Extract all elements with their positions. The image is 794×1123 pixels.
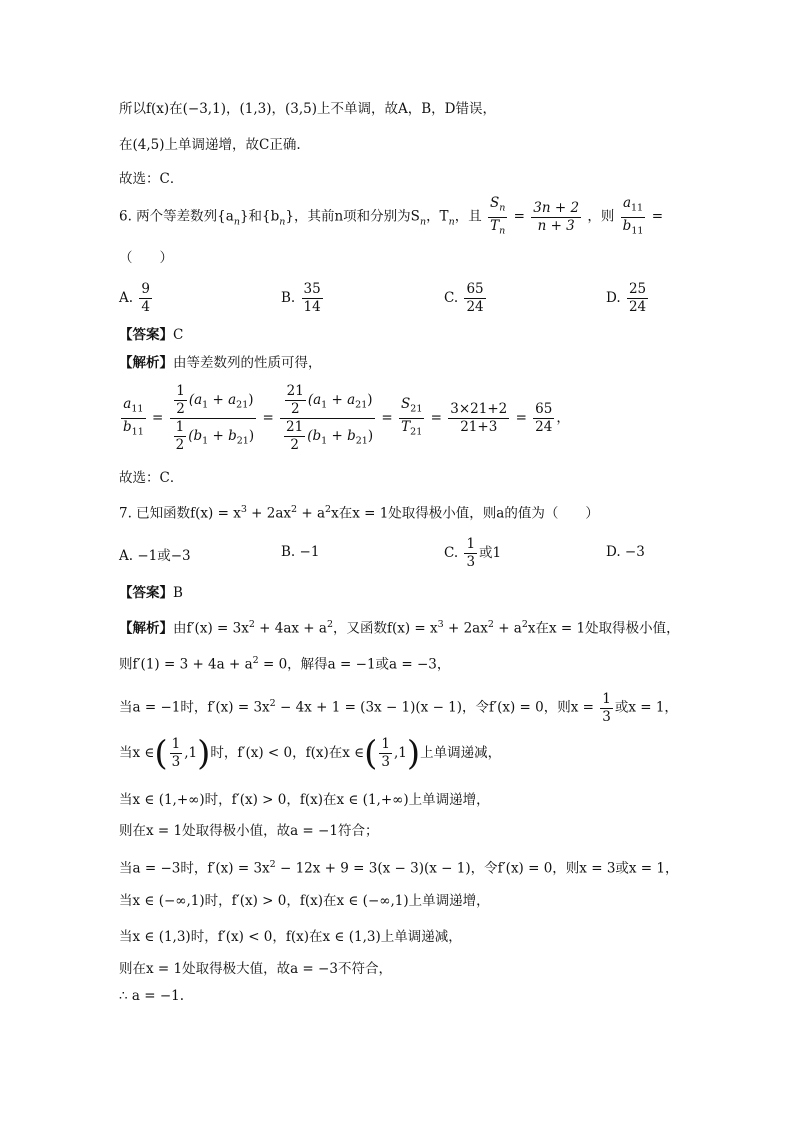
q6-option-b: B. $\frac{35}{14}$ — [281, 281, 321, 315]
q6-equation: $\frac{a_{11}}{b_{11}}$ = $\frac{1}{2}$ $(a_1 + a_{21})$ $\frac{1}{2}$ $(b_1 + b_{21})$ = $\frac{21}{2}$ $(a_1 + a_{21})$ $\frac{21}{2}$ $(b_1 + b_{21})$ = $\frac{S_{21}}{T_{21}}$ = $\frac{3\times 21+2}{21+3}$ = $\frac{65}{24}$ ， — [123, 383, 570, 453]
line-increasing-interval: 在(4,5)上单调递增，故C正确. — [119, 137, 301, 153]
q6-analysis: 【解析】由等差数列的性质可得， — [119, 355, 322, 371]
line-choose-c: 故选：C． — [119, 171, 184, 187]
question-7-stem: 7. 已知函数$f(x) = x^3 + 2ax^2 + a^2x$在x = 1处取得极小值，则a的值为（ ） — [119, 504, 599, 522]
q6-option-c: C. $\frac{65}{24}$ — [444, 281, 484, 315]
ratio-fraction-st: $\frac{S_n}{T_n}$ — [490, 195, 506, 237]
q6-option-d: D. $\frac{25}{24}$ — [606, 281, 647, 315]
q7-option-a: A. −1或−3 — [119, 548, 191, 564]
q7-analysis-line-8: 当x ∈ (−∞,1)时，f′(x) > 0，f(x)在x ∈ (−∞,1)上单调递增， — [119, 893, 490, 909]
question-6-paren: （ ） — [119, 250, 173, 266]
q7-analysis-line-1: 【解析】由$f'(x) = 3x^2 + 4ax + a^2$，又函数$f(x) = x^3 + 2ax^2 + a^2x$在x = 1处取得极小值， — [119, 619, 680, 637]
q6-answer: 【答案】C — [119, 327, 184, 343]
question-6-stem: 6. 两个等差数列$\{a_n\}$和$\{b_n\}$，其前n项和分别为$S_n$，$T_n$，且 $\frac{S_n}{T_n}$ = $\frac{3n + 2}{n + 3}$ ，则 $\frac{a_{11}}{b_{11}}$ = — [119, 195, 663, 241]
ratio-fraction-ab: $\frac{a_{11}}{b_{11}}$ — [622, 195, 644, 237]
q7-analysis-line-2: 则$f'(1) = 3 + 4a + a^2 = 0$，解得a = −1或a = −3， — [119, 655, 451, 673]
ratio-fraction-n: $\frac{3n + 2}{n + 3}$ — [533, 199, 580, 234]
line-monotonic-intervals: 所以f(x)在(−3,1)，(1,3)，(3,5)上不单调，故A，B，D错误， — [119, 101, 496, 117]
q7-analysis-line-10: 则在x = 1处取得极大值，故a = −3不符合， — [119, 961, 392, 977]
q7-option-d: D. −3 — [606, 544, 645, 560]
q7-option-c: C. $\frac{1}{3}$ 或1 — [444, 536, 502, 570]
q7-analysis-line-11: ∴ a = −1. — [119, 988, 185, 1004]
q7-analysis-line-6: 则在x = 1处取得极小值，故a = −1符合； — [119, 823, 379, 839]
q7-analysis-line-7: 当a = −3时，$f'(x) = 3x^2 - 12x + 9 = 3(x - 3)(x - 1)$，令f′(x) = 0，则x = 3或x = 1， — [119, 859, 679, 877]
q6-conclusion: 故选：C． — [119, 470, 184, 486]
q7-answer: 【答案】B — [119, 585, 183, 601]
q7-option-b: B. −1 — [281, 544, 320, 560]
q7-analysis-line-4: 当x ∈( $\frac{1}{3}$ ,1)时，f′(x) < 0，f(x)在x ∈( $\frac{1}{3}$ ,1)上单调递减， — [119, 733, 502, 774]
q6-option-a: A. $\frac{9}{4}$ — [119, 281, 150, 315]
q7-analysis-line-3: 当a = −1时，$f'(x) = 3x^2 - 4x + 1 = (3x - 1)(x - 1)$，令f′(x) = 0，则x = $\frac{1}{3}$ 或x = 1， — [119, 690, 678, 725]
q7-analysis-line-5: 当x ∈ (1,+∞)时，f′(x) > 0，f(x)在x ∈ (1,+∞)上单调递增， — [119, 792, 490, 808]
q7-analysis-line-9: 当x ∈ (1,3)时，f′(x) < 0，f(x)在x ∈ (1,3)上单调递减， — [119, 929, 462, 945]
